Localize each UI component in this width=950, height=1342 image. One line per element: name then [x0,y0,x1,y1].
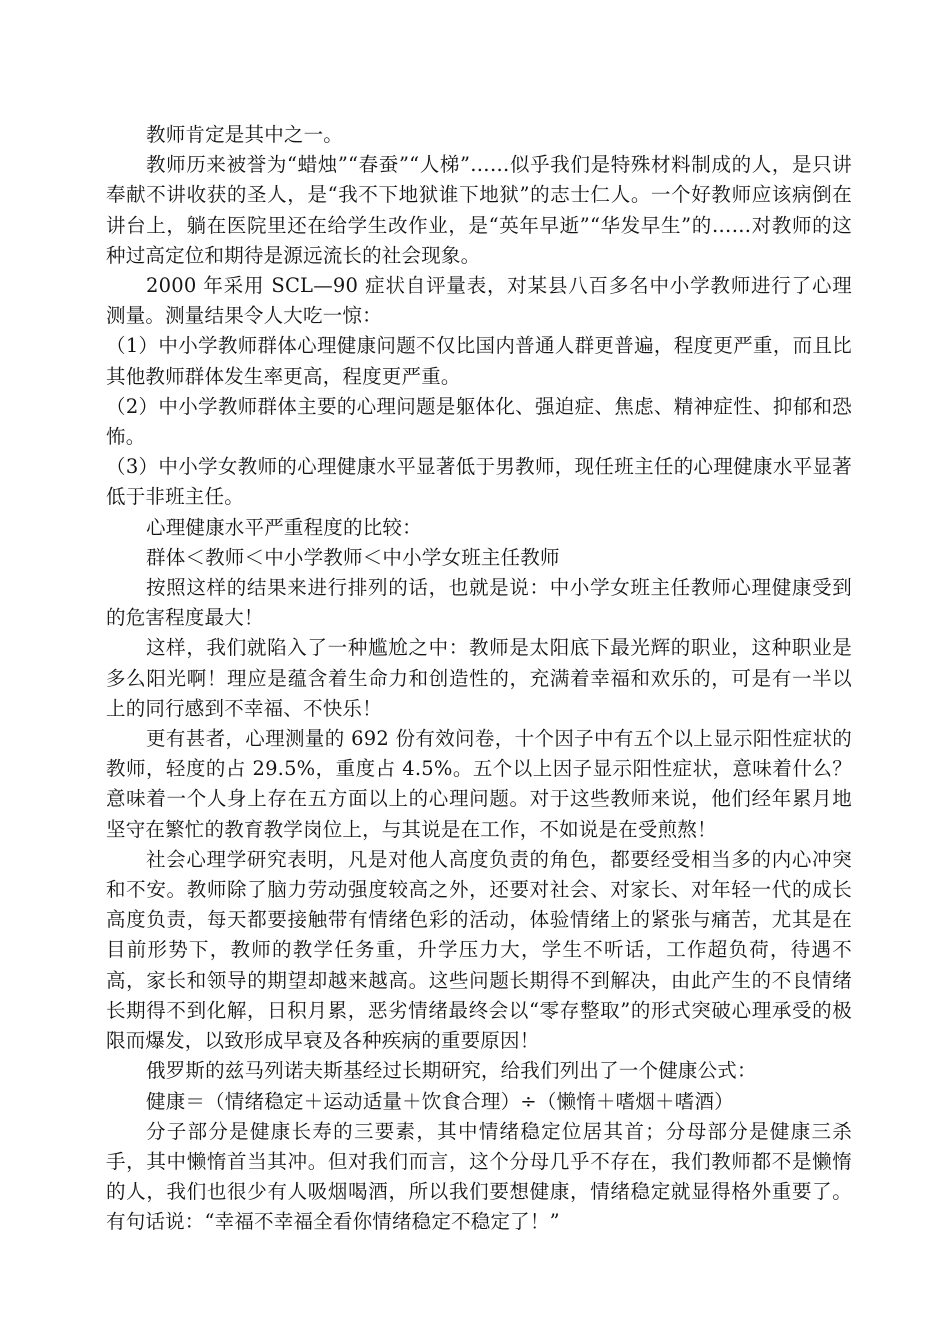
paragraph-comparison-heading: 心理健康水平严重程度的比较： [146,515,422,539]
paragraph-ranking-result: 按照这样的结果来进行排列的话，也就是说：中小学女班主任教师心理健康受到的危害程度最大！ [106,576,852,630]
paragraph-health-formula: 健康＝（情绪稳定＋运动适量＋饮食合理）÷（懒惰＋嗜烟＋嗜酒） [146,1089,734,1113]
paragraph-questionnaire-stats: 更有甚者，心理测量的 692 份有效问卷，十个因子中有五个以上显示阳性症状的教师，轻度的占 29.5%，重度占 4.5%。五个以上因子显示阳性症状，意味着什么？意味着一个人身上存在五方面以上的心理问题。对于这些教师来说，他们经年累月地坚守在繁忙的教育教学岗位上，与其说是在工作，不如说是在受煎熬！ [106,727,852,841]
paragraph-comparison-chain: 群体＜教师＜中小学教师＜中小学女班主任教师 [146,545,560,569]
paragraph-intro-conclusion: 教师肯定是其中之一。 [146,123,344,146]
list-item-finding-2: （2）中小学教师群体主要的心理问题是躯体化、强迫症、焦虑、精神症性、抑郁和恐怖。 [106,394,852,449]
document-page [106,120,852,1238]
paragraph-social-psychology: 社会心理学研究表明，凡是对他人高度负责的角色，都要经受相当多的内心冲突和不安。教师除了脑力劳动强度较高之外，还要对社会、对家长、对年轻一代的成长高度负责，每天都要接触带有情绪色彩的活动，体验情绪上的紧张与痛苦，尤其是在目前形势下，教师的教学任务重，升学压力大，学生不听话，工作超负荷，待遇不高，家长和领导的期望却越来越高。这些问题长期得不到解决，由此产生的不良情绪长期得不到化解，日积月累，恶劣情绪最终会以“零存整取”的形式突破心理承受的极限而爆发，以致形成早衰及各种疾病的重要原因！ [106,847,852,1053]
paragraph-scl90-survey: 2000 年采用 SCL—90 症状自评量表，对某县八百多名中小学教师进行了心理测量。测量结果令人大吃一惊： [106,274,852,328]
list-item-finding-3: （3）中小学女教师的心理健康水平显著低于男教师，现任班主任的心理健康水平显著低于非班主任。 [106,455,852,509]
list-item-finding-1: （1）中小学教师群体心理健康问题不仅比国内普通人群更普遍，程度更严重，而且比其他教师群体发生率更高，程度更严重。 [106,334,852,388]
paragraph-dilemma: 这样，我们就陷入了一种尴尬之中：教师是太阳底下最光辉的职业，这种职业是多么阳光啊！理应是蕴含着生命力和创造性的，充满着幸福和欢乐的，可是有一半以上的同行感到不幸福、不快乐！ [106,636,852,720]
paragraph-health-formula-intro: 俄罗斯的兹马列诺夫斯基经过长期研究，给我们列出了一个健康公式： [146,1059,757,1083]
paragraph-formula-explanation: 分子部分是健康长寿的三要素，其中情绪稳定位居其首；分母部分是健康三杀手，其中懒惰首当其冲。但对我们而言，这个分母几乎不存在，我们教师都不是懒惰的人，我们也很少有人吸烟喝酒，所以我们要想健康，情绪稳定就显得格外重要了。有句话说：“幸福不幸福全看你情绪稳定不稳定了！” [106,1119,852,1234]
paragraph-teacher-metaphors: 教师历来被誉为“蜡烛”“春蚕”“人梯”……似乎我们是特殊材料制成的人，是只讲奉献不讲收获的圣人，是“我不下地狱谁下地狱”的志士仁人。一个好教师应该病倒在讲台上，躺在医院里还在给学生改作业，是“英年早逝”“华发早生”的……对教师的这种过高定位和期待是源远流长的社会现象。 [106,153,852,267]
